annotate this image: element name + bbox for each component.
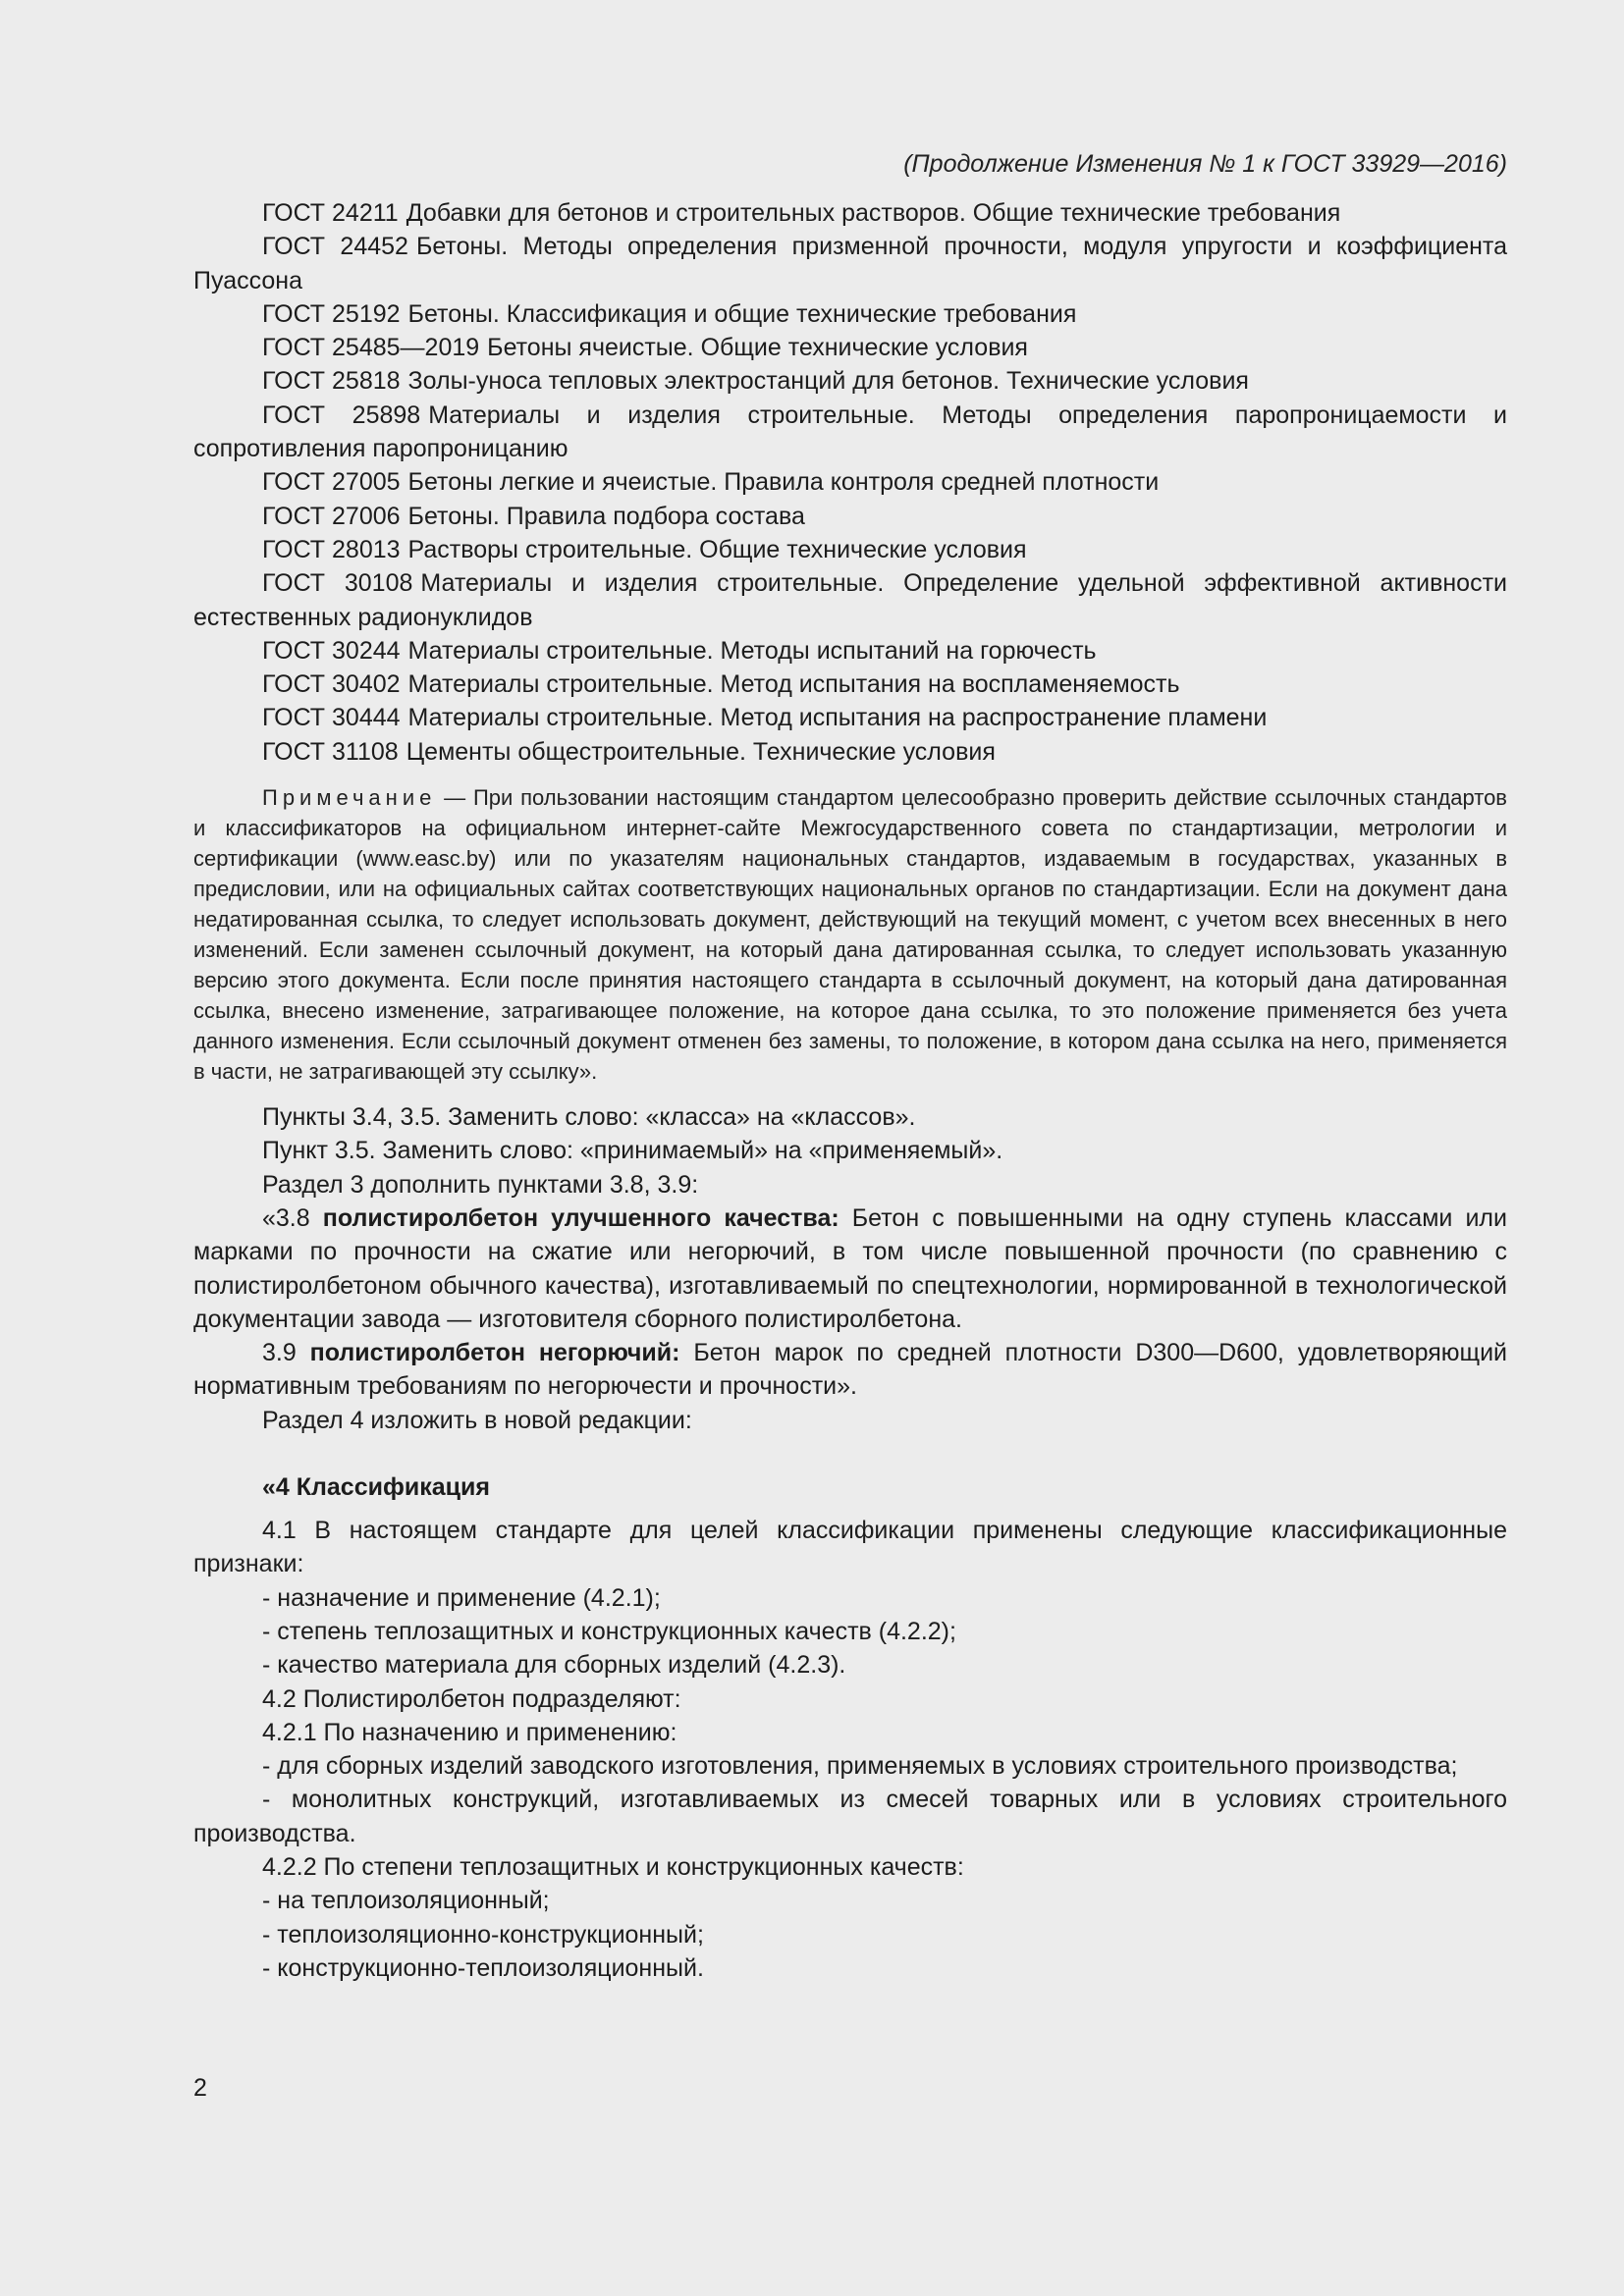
gost-ref-item: ГОСТ 31108 Цементы общестроительные. Технические условия: [262, 737, 996, 766]
list-item: - монолитных конструкций, изготавливаемых из смесей товарных или в условиях строительного производства.: [193, 1786, 1507, 1847]
definition-3-8: «3.8 полистиролбетон улучшенного качества: Бетон с повышенными на одну ступень классами или марками по прочности на сжатие или негорючий, в том числе повышенной прочности (по сравнению с полистиролбетоном обычного качества), изготавливаемый по спецтехнологии, нормированной в технологической документации завода — изготовителя сборного полистиролбетона.: [193, 1203, 1507, 1333]
list-item: - степень теплозащитных и конструкционных качеств (4.2.2);: [262, 1617, 956, 1645]
list-item: - для сборных изделий заводского изготовления, применяемых в условиях строительного производства;: [262, 1752, 1458, 1781]
term-3-8: полистиролбетон улучшенного качества:: [322, 1203, 839, 1232]
amendment-paragraph: Раздел 4 изложить в новой редакции:: [262, 1406, 692, 1434]
gost-ref-item: ГОСТ 24452 Бетоны. Методы определения призменной прочности, модуля упругости и коэффициента Пуассона: [193, 233, 1507, 294]
list-item: - на теплоизоляционный;: [262, 1887, 550, 1915]
clause-4-2: 4.2 Полистиролбетон подразделяют:: [262, 1684, 681, 1713]
clause-4-2-2: 4.2.2 По степени теплозащитных и конструкционных качеств:: [262, 1852, 964, 1881]
gost-ref-item: ГОСТ 25898 Материалы и изделия строительные. Методы определения паропроницаемости и сопротивления паропроницанию: [193, 400, 1507, 463]
continuation-header: (Продолжение Изменения № 1 к ГОСТ 33929—2016): [903, 150, 1507, 178]
page-number: 2: [193, 2074, 207, 2102]
gost-ref-item: ГОСТ 25485—2019 Бетоны ячеистые. Общие технические условия: [262, 334, 1028, 362]
definition-3-9: 3.9 полистиролбетон негорючий: Бетон марок по средней плотности D300—D600, удовлетворяющий нормативным требованиям по негорючести и прочности».: [193, 1339, 1507, 1401]
gost-ref-item: ГОСТ 25192 Бетоны. Классификация и общие технические требования: [262, 299, 1077, 328]
gost-ref-item: ГОСТ 24211 Добавки для бетонов и строительных растворов. Общие технические требования: [262, 199, 1341, 227]
amendment-paragraph: Пункты 3.4, 3.5. Заменить слово: «класса» на «классов».: [262, 1103, 916, 1132]
list-item: - конструкционно-теплоизоляционный.: [262, 1953, 704, 1982]
gost-ref-item: ГОСТ 28013 Растворы строительные. Общие технические условия: [262, 535, 1027, 563]
gost-reference-list: [193, 196, 1507, 769]
clause-4-2-1: 4.2.1 По назначению и применению:: [262, 1718, 677, 1746]
gost-ref-item: ГОСТ 30402 Материалы строительные. Метод испытания на воспламеняемость: [262, 670, 1180, 699]
gost-ref-item: ГОСТ 30244 Материалы строительные. Методы испытаний на горючесть: [262, 636, 1097, 665]
note-text: — При пользовании настоящим стандартом целесообразно проверить действие ссылочных стандартов и классификаторов на официальном интернет-сайте Межгосударственного совета по стандартизации, метрологии и сертификации (www.easc.by) или по указателям национальных стандартов, издаваемым в государствах, указанных в предисловии, или на официальных сайтах соответствующих национальных органов по стандартизации. Если на документ дана недатированная ссылка, то следует использовать документ, действующий на текущий момент, с учетом всех внесенных в него изменений. Если заменен ссылочный документ, на который дана датированная ссылка, то следует использовать указанную версию этого документа. Если после принятия настоящего стандарта в ссылочный документ, на который дана датированная ссылка, внесено изменение, затрагивающее положение, на которое дана ссылка, то это положение применяется без учета данного изменения. Если ссылочный документ отменен без замены, то положение, в котором дана ссылка на него, применяется в части, не затрагивающей эту ссылку».: [193, 785, 1507, 1085]
list-item: - теплоизоляционно-конструкционный;: [262, 1920, 704, 1949]
list-item: - качество материала для сборных изделий (4.2.3).: [262, 1651, 846, 1680]
gost-ref-item: ГОСТ 27006 Бетоны. Правила подбора состава: [262, 502, 805, 530]
gost-ref-item: ГОСТ 30444 Материалы строительные. Метод испытания на распространение пламени: [262, 704, 1268, 732]
reference-note: [193, 782, 1507, 1087]
term-3-9: полистиролбетон негорючий:: [309, 1339, 680, 1367]
note-label: Примечание: [262, 785, 437, 811]
section-4-heading: «4 Классификация: [262, 1473, 490, 1502]
amendment-paragraph: Раздел 3 дополнить пунктами 3.8, 3.9:: [262, 1170, 699, 1199]
gost-ref-item: ГОСТ 30108 Материалы и изделия строительные. Определение удельной эффективной активности естественных радионуклидов: [193, 569, 1507, 631]
list-item: - назначение и применение (4.2.1);: [262, 1583, 661, 1612]
gost-ref-item: ГОСТ 27005 Бетоны легкие и ячеистые. Правила контроля средней плотности: [262, 468, 1160, 497]
clause-4-1: 4.1 В настоящем стандарте для целей классификации применены следующие классификационные признаки:: [193, 1517, 1507, 1578]
gost-ref-item: ГОСТ 25818 Золы-уноса тепловых электростанций для бетонов. Технические условия: [262, 367, 1249, 396]
amendment-paragraph: Пункт 3.5. Заменить слово: «принимаемый» на «применяемый».: [262, 1137, 1003, 1165]
document-page: [193, 147, 1507, 1985]
